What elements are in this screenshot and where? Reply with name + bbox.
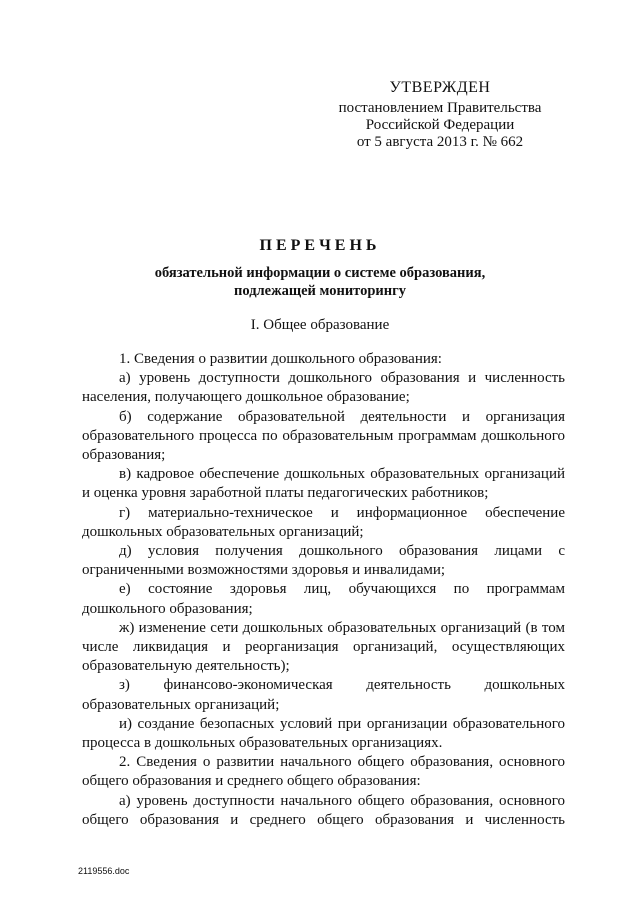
- paragraph: и) создание безопасных условий при организации образовательного процесса в дошкольных образовательных организациях.: [82, 715, 565, 752]
- document-title: ПЕРЕЧЕНЬ: [259, 237, 381, 254]
- paragraph: а) уровень доступности начального общего образования, основного общего образования и среднего общего образования и численность: [82, 792, 565, 828]
- subtitle-line-1: обязательной информации о системе образования,: [154, 265, 486, 281]
- paragraph: 1. Сведения о развитии дошкольного образования:: [119, 351, 442, 367]
- subtitle-line-2: подлежащей мониторингу: [234, 283, 406, 299]
- paragraph: г) материально-техническое и информационное обеспечение дошкольных образовательных организаций;: [82, 504, 565, 540]
- paragraph: а) уровень доступности дошкольного образования и численность населения, получающего дошкольное образование;: [82, 370, 565, 406]
- paragraph: ж) изменение сети дошкольных образовательных организаций (в том числе ликвидация и реорганизация организаций, осуществляющих образовательную деятельность);: [82, 619, 565, 675]
- file-name-footer: 2119556.doc: [78, 866, 130, 876]
- approved-heading: УТВЕРЖДЕН: [389, 79, 491, 96]
- paragraph: в) кадровое обеспечение дошкольных образовательных организаций и оценка уровня заработной платы педагогических работников;: [82, 466, 565, 502]
- approval-line-3: от 5 августа 2013 г. № 662: [356, 134, 524, 150]
- paragraph: б) содержание образовательной деятельности и организация образовательного процесса по образовательным программам дошкольного образования;: [82, 408, 565, 464]
- paragraph: д) условия получения дошкольного образования лицами с ограниченными возможностями здоровья и инвалидами;: [82, 543, 565, 579]
- paragraph: з) финансово-экономическая деятельность дошкольных образовательных организаций;: [82, 677, 565, 713]
- document-subtitle: [0, 264, 640, 300]
- approval-block: [300, 79, 580, 151]
- approval-line-2: Российской Федерации: [365, 117, 515, 133]
- approval-line-1: постановлением Правительства: [338, 100, 542, 116]
- document-body: [82, 350, 565, 830]
- section-heading: I. Общее образование: [250, 317, 390, 333]
- paragraph: е) состояние здоровья лиц, обучающихся по программам дошкольного образования;: [82, 581, 565, 617]
- paragraph: 2. Сведения о развитии начального общего образования, основного общего образования и среднего общего образования:: [82, 754, 565, 790]
